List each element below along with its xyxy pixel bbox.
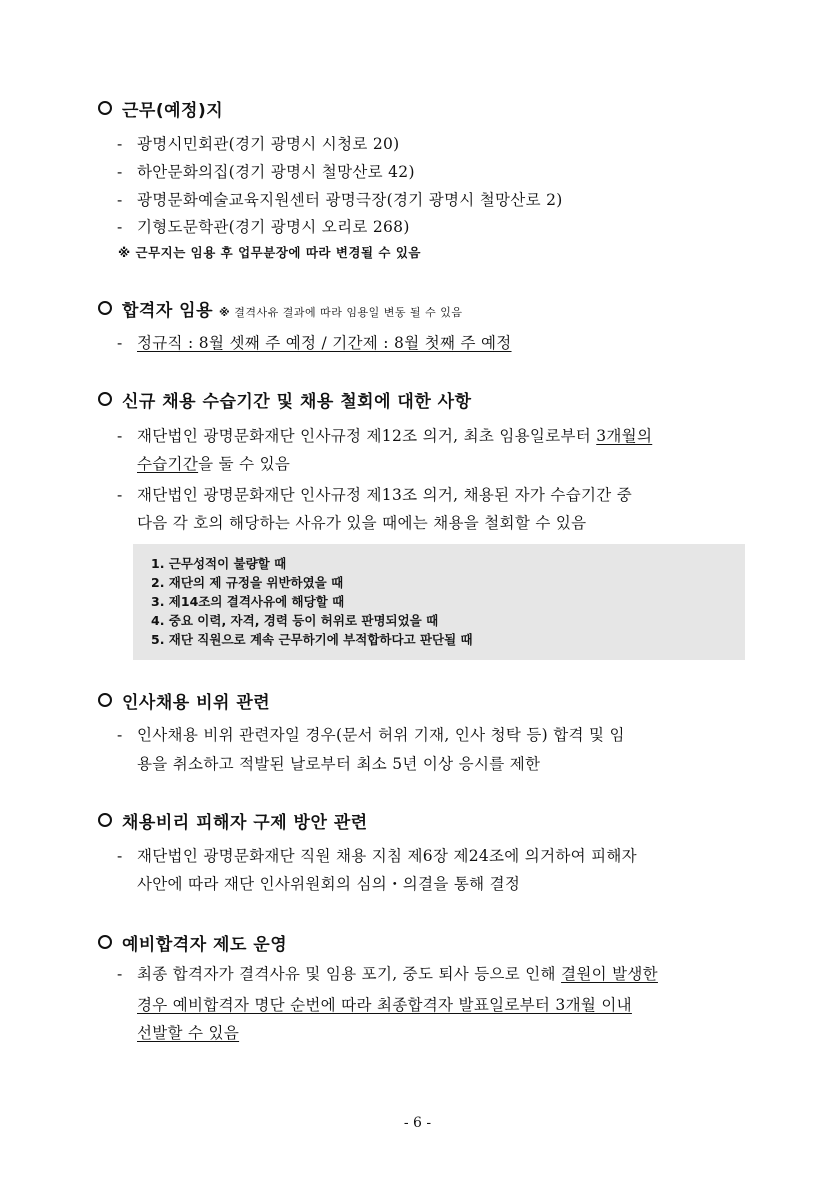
- workplace-notice: ※ 근무지는 임용 후 업무분장에 따라 변경될 수 있음: [118, 245, 421, 260]
- list-item: - 정규직 : 8월 셋째 주 예정 / 기간제 : 8월 첫째 주 예정: [117, 334, 512, 352]
- page-number: - 6 -: [403, 1115, 432, 1131]
- circle-bullet-icon: [98, 301, 112, 315]
- list-item: - 인사채용 비위 관련자일 경우(문서 허위 기재, 인사 청탁 등) 합격 및 임: [117, 726, 625, 744]
- circle-bullet-icon: [98, 813, 112, 827]
- list-item-continuation: 수습기간을 둘 수 있음: [137, 455, 291, 473]
- circle-bullet-icon: [98, 101, 112, 115]
- list-item-continuation: 용을 취소하고 적발된 날로부터 최소 5년 이상 응시를 제한: [137, 755, 541, 773]
- section-title-reserve: 예비합격자 제도 운영: [98, 930, 287, 955]
- list-item: - 재단법인 광명문화재단 인사규정 제12조 의거, 최초 임용일로부터 3개월의: [117, 427, 653, 445]
- section-title-appointment: 합격자 임용 ※ 결격사유 결과에 따라 임용일 변동 될 수 있음: [98, 296, 462, 321]
- list-item: - 하안문화의집(경기 광명시 철망산로 42): [117, 163, 415, 181]
- appointment-note: ※ 결격사유 결과에 따라 임용일 변동 될 수 있음: [219, 306, 463, 319]
- section-title-relief: 채용비리 피해자 구제 방안 관련: [98, 808, 368, 833]
- circle-bullet-icon: [98, 935, 112, 949]
- reason-item: 1. 근무성적이 불량할 때: [151, 556, 287, 571]
- list-item-continuation: 다음 각 호의 해당하는 사유가 있을 때에는 채용을 철회할 수 있음: [137, 514, 587, 532]
- list-item-continuation: 경우 예비합격자 명단 순번에 따라 최종합격자 발표일로부터 3개월 이내: [137, 996, 632, 1014]
- section-title-corruption: 인사채용 비위 관련: [98, 688, 270, 713]
- reason-item: 3. 제14조의 결격사유에 해당할 때: [151, 594, 345, 609]
- circle-bullet-icon: [98, 392, 112, 406]
- list-item: - 최종 합격자가 결격사유 및 임용 포기, 중도 퇴사 등으로 인해 결원이 발생한: [117, 965, 658, 983]
- withdrawal-reasons-box: [133, 544, 745, 660]
- reason-item: 5. 재단 직원으로 계속 근무하기에 부적합하다고 판단될 때: [151, 632, 473, 647]
- list-item: - 광명시민회관(경기 광명시 시청로 20): [117, 135, 400, 153]
- circle-bullet-icon: [98, 693, 112, 707]
- section-title-probation: 신규 채용 수습기간 및 채용 철회에 대한 사항: [98, 387, 472, 412]
- list-item-continuation: 선발할 수 있음: [137, 1024, 240, 1042]
- reason-item: 2. 재단의 제 규정을 위반하였을 때: [151, 575, 344, 590]
- reason-item: 4. 중요 이력, 자격, 경력 등이 허위로 판명되었을 때: [151, 613, 439, 628]
- list-item: - 재단법인 광명문화재단 인사규정 제13조 의거, 채용된 자가 수습기간 중: [117, 486, 633, 504]
- list-item: - 기형도문학관(경기 광명시 오리로 268): [117, 218, 410, 236]
- list-item: - 재단법인 광명문화재단 직원 채용 지침 제6장 제24조에 의거하여 피해자: [117, 847, 637, 865]
- list-item: - 광명문화예술교육지원센터 광명극장(경기 광명시 철망산로 2): [117, 191, 563, 209]
- list-item-continuation: 사안에 따라 재단 인사위원회의 심의・의결을 통해 결정: [137, 875, 521, 893]
- section-title-workplace: 근무(예정)지: [98, 96, 223, 121]
